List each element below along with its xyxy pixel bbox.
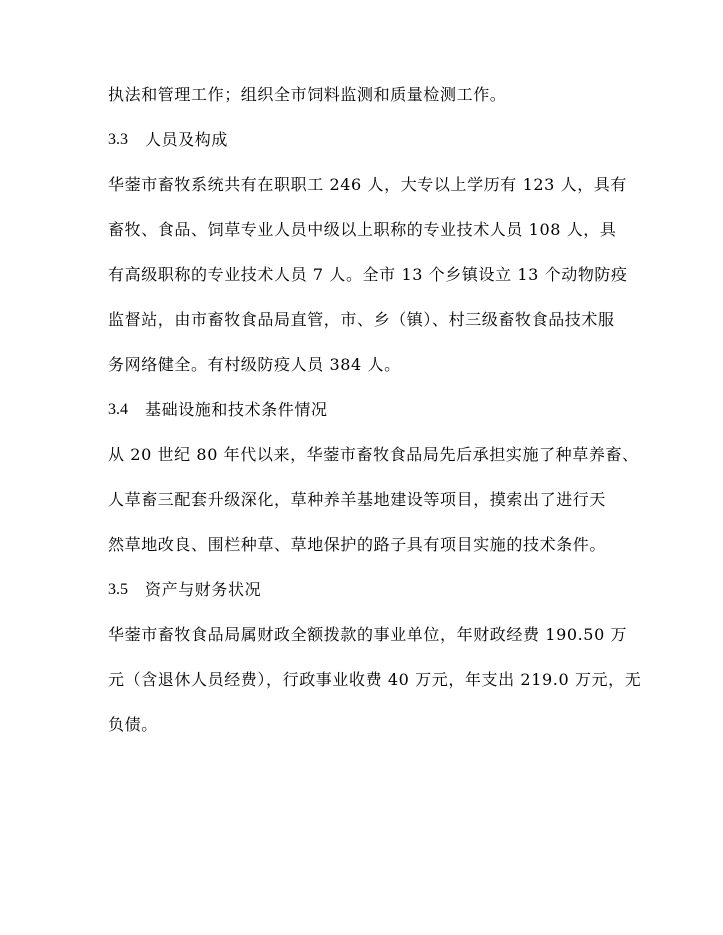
paragraph-line: 有高级职称的专业技术人员 7 人。全市 13 个乡镇设立 13 个动物防疫 — [108, 265, 628, 284]
section-heading-3-3 — [108, 127, 628, 153]
paragraph-line: 从 20 世纪 80 年代以来，华蓥市畜牧食品局先后承担实施了种草养畜、 — [108, 445, 639, 464]
section-number: 3.4 — [108, 401, 128, 418]
paragraph-line: 华蓥市畜牧食品局属财政全额拨款的事业单位，年财政经费 190.50 万 — [108, 625, 628, 644]
paragraph-line: 畜牧、食品、饲草专业人员中级以上职称的专业技术人员 108 人，具 — [108, 220, 617, 239]
paragraph-line: 执法和管理工作；组织全市饲料监测和质量检测工作。 — [108, 85, 507, 104]
paragraph-line: 负债。 — [108, 715, 158, 734]
document-body — [108, 82, 642, 757]
section-number: 3.5 — [108, 581, 128, 598]
section-title: 人员及构成 — [145, 130, 229, 149]
section-number: 3.3 — [108, 131, 128, 148]
paragraph-line: 元（含退休人员经费），行政事业收费 40 万元，年支出 219.0 万元，无 — [108, 670, 642, 689]
section-title: 基础设施和技术条件情况 — [145, 400, 328, 419]
paragraph-line: 人草畜三配套升级深化，草种养羊基地建设等项目，摸索出了进行天 — [108, 490, 607, 509]
section-heading-3-4 — [108, 397, 628, 423]
paragraph-line: 华蓥市畜牧系统共有在职职工 246 人，大专以上学历有 123 人，具有 — [108, 175, 628, 194]
paragraph-line: 监督站，由市畜牧食品局直管，市、乡（镇）、村三级畜牧食品技术服 — [108, 310, 615, 329]
paragraph-line: 然草地改良、围栏种草、草地保护的路子具有项目实施的技术条件。 — [108, 535, 607, 554]
section-heading-3-5 — [108, 577, 628, 603]
section-title: 资产与财务状况 — [145, 580, 262, 599]
paragraph-line: 务网络健全。有村级防疫人员 384 人。 — [108, 355, 401, 374]
